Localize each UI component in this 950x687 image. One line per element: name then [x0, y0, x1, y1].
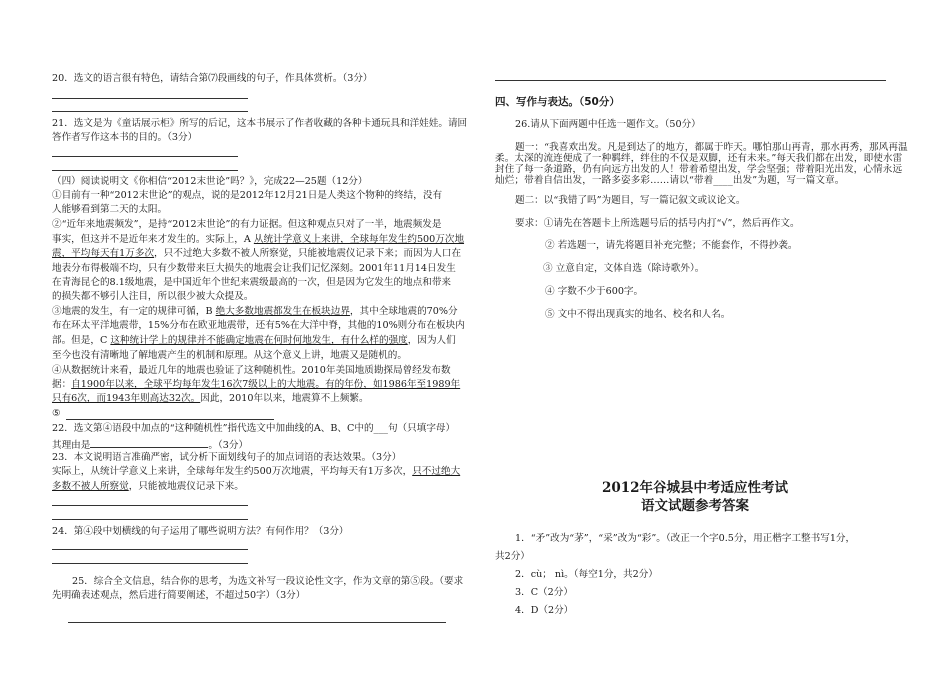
para-3-line4: 至今也没有清晰地了解地震产生的机制和原理。从这个意义上讲，地震又是随机的。: [52, 350, 407, 361]
quoted-sentence: ，只能被地震仪记录下来。: [128, 481, 244, 492]
para-2-text: 事实，但这并不是近年来才发生的。实际上，A: [52, 234, 254, 245]
question-26: 26.请从下面两题中任选一题作文。（50分）: [515, 119, 701, 130]
para-3-line1: [52, 306, 458, 318]
dotted-phrase: ，只不过绝大多数不被人所察觉: [154, 248, 289, 259]
para-1-line1: ①目前有一种“2012末世论”的观点，说的是2012年12月21日是人类这个物种的终结，没有: [52, 190, 443, 201]
question-22-text: 。（3分）: [208, 440, 249, 451]
para-2-text: ，只能被地震仪记录下来；而因为人口在: [288, 248, 462, 259]
answer-line[interactable]: [52, 549, 248, 550]
question-23-line1: 23．本文说明语言准确严密，试分析下面划线句子的加点词语的表达效果。（3分）: [52, 452, 402, 463]
answer-key-title: 2012年谷城县中考适应性考试: [601, 480, 789, 496]
para-4-line2: [52, 379, 460, 391]
requirement-3: ③ 立意自定，文体自选（除诗歌外）。: [543, 263, 705, 274]
para-3-text: 部。但是，C: [52, 335, 111, 346]
topic-1-line2: 柔。太深的流连便成了一种羁绊，绊住的不仅是双脚，还有未来。”每天我们都在出发，即使水雷: [495, 153, 903, 164]
question-25-line2: 先明确表述观点，然后进行简要阐述，不超过50字）（3分）: [52, 590, 306, 601]
para-3-text: ③地震的发生，有一定的规律可循，B: [52, 306, 216, 317]
answer-line[interactable]: [52, 519, 248, 520]
para-2-line4: 地表分布得极端不均，只有少数带来巨大损失的地震会让我们记忆深刻。2001年11月14日发生: [52, 263, 456, 274]
quoted-underlined: 只不过绝大: [412, 466, 461, 477]
answer-1-line2: 共2分）: [495, 551, 530, 562]
answer-line-para-5[interactable]: [66, 419, 274, 420]
question-23-line2: [52, 466, 460, 478]
quoted-underlined: 多数不被人所察觉: [52, 481, 129, 492]
answer-line[interactable]: [52, 98, 248, 99]
para-5-mark: ⑤: [52, 408, 61, 419]
sentence-c-underlined: 这种统计学上的规律并不能确定地震在何时何地发生，有什么样的强度: [110, 335, 408, 346]
answer-line[interactable]: [495, 80, 886, 81]
question-23-line3: [52, 481, 244, 493]
para-4-text: 据：: [52, 379, 72, 390]
topic-1-line4: 灿烂；带着自信出发，一路多姿多彩……请以“带着____出发”为题，写一篇文章。: [495, 175, 845, 186]
question-25-line1: 25．综合全文信息，结合你的思考，为选文补写一段议论性文字，作为文章的第⑤段。（要求: [72, 576, 464, 587]
requirement-1: 要求：①请先在答题卡上所选题号后的括号内打“√”，然后再作文。: [515, 218, 800, 229]
sentence-a-underlined: 从统计学意义上来讲，全球每年发生约500万次地: [253, 234, 465, 245]
question-22-line2: [52, 438, 248, 452]
answer-line[interactable]: [52, 111, 248, 112]
requirement-5: ⑤ 文中不得出现真实的地名、校名和人名。: [545, 309, 731, 320]
para-3-line2: 布在环太平洋地震带，15%分布在欧亚地震带，还有5%在大洋中脊，其他的10%则分布在板块内: [52, 320, 465, 331]
question-22-line1: 22．选文第④语段中加点的“这种随机性”指代选文中加曲线的A、B、C中的___句（只填字母）: [52, 423, 456, 434]
section-4-title: 四、写作与表达。（50分）: [495, 96, 620, 108]
question-21-line1: 21．选文是为《童话展示柜》所写的后记，这本书展示了作者收藏的各种卡通玩具和洋娃娃。请回: [52, 118, 468, 129]
quoted-sentence: 实际上，从统计学意义上来讲，全球每年发生约500万次地震，平均每天有1万多次，: [52, 466, 413, 477]
para-4-underlined: 自1900年以来，全球平均每年发生16次7级以上的大地震。有的年份，如1986年至1989年: [71, 379, 461, 390]
requirement-2: ② 若选题一，请先将题目补充完整；不能套作，不得抄袭。: [545, 240, 798, 251]
para-4-line3: [52, 393, 369, 405]
answer-key-subtitle: 语文试题参考答案: [641, 498, 749, 514]
question-21-line2: 答作者写作这本书的目的。（3分）: [52, 132, 198, 143]
answer-line[interactable]: [52, 156, 238, 157]
para-4-underlined: 只有6次，而1943年则高达32次。: [52, 393, 201, 404]
para-1-line2: 人能够看到第二天的太阳。: [52, 204, 168, 215]
para-2-line6: 的损失都不够引人注目，所以很少被大众提及。: [52, 291, 254, 302]
question-24: 24．第④段中划横线的句子运用了哪些说明方法？有何作用？（3分）: [52, 526, 349, 537]
answer-line[interactable]: [52, 505, 248, 506]
para-2-line1: ②“近年来地震频发”，是持“2012末世论”的有力证据。但这种观点只对了一半，地震频发是: [52, 219, 442, 230]
question-20: 20．选文的语言很有特色，请结合第⑺段画线的句子，作具体赏析。（3分）: [52, 73, 373, 84]
topic-2: 题二：以“我错了吗”为题目，写一篇记叙文或议论文。: [515, 195, 746, 206]
topic-1-line1: 题一：“我喜欢出发。凡是到达了的地方，都属于昨天。哪怕那山再青，那水再秀，那风再温: [515, 142, 908, 153]
para-3-text: ，因为人们: [407, 335, 456, 346]
answer-line[interactable]: [68, 622, 446, 623]
para-2-line3: [52, 248, 461, 260]
answer-blank[interactable]: [90, 438, 208, 448]
answer-4: 4．D（2分）: [515, 605, 574, 616]
sentence-b-underlined: 绝大多数地震都发生在板块边界: [215, 306, 350, 317]
answer-2: 2．cù； nì。（每空1分，共2分）: [515, 569, 658, 580]
answer-line[interactable]: [52, 563, 248, 564]
para-3-line3: [52, 335, 456, 347]
para-2-line5: 在青海昆仑的8.1级地震，是中国近年个世纪来震级最高的一次，但是因为它发生的地点和带来: [52, 277, 452, 288]
requirement-4: ④ 字数不少于600字。: [545, 286, 644, 297]
para-4-line1: ④从数据统计来看，最近几年的地震也验证了这种随机性。2010年美国地质勘探局曾经发布数: [52, 365, 451, 376]
para-4-text: 因此，2010年以来，地震算不上频繁。: [200, 393, 369, 404]
sentence-a-underlined: 震，平均每天有1万多次: [52, 248, 155, 259]
para-2-line2: [52, 234, 464, 246]
para-3-text: ，其中全球地震的70%分: [349, 306, 458, 317]
answer-3: 3．C（2分）: [515, 587, 573, 598]
question-22-text: 其理由是: [52, 440, 91, 451]
section-4-intro: （四）阅读说明文《你相信“2012末世论”吗？》，完成22—25题（12分）: [52, 176, 368, 187]
answer-line[interactable]: [52, 170, 238, 171]
answer-1-line1: 1．“矛”改为“茅”，“采”改为“彩”。（改正一个字0.5分，用正楷字工整书写1分，: [515, 533, 856, 544]
topic-1-line3: 封住了每一条道路，仍有向远方出发的人！带着希望出发，学会坚强；带着阳光出发，心情永远: [495, 164, 903, 175]
